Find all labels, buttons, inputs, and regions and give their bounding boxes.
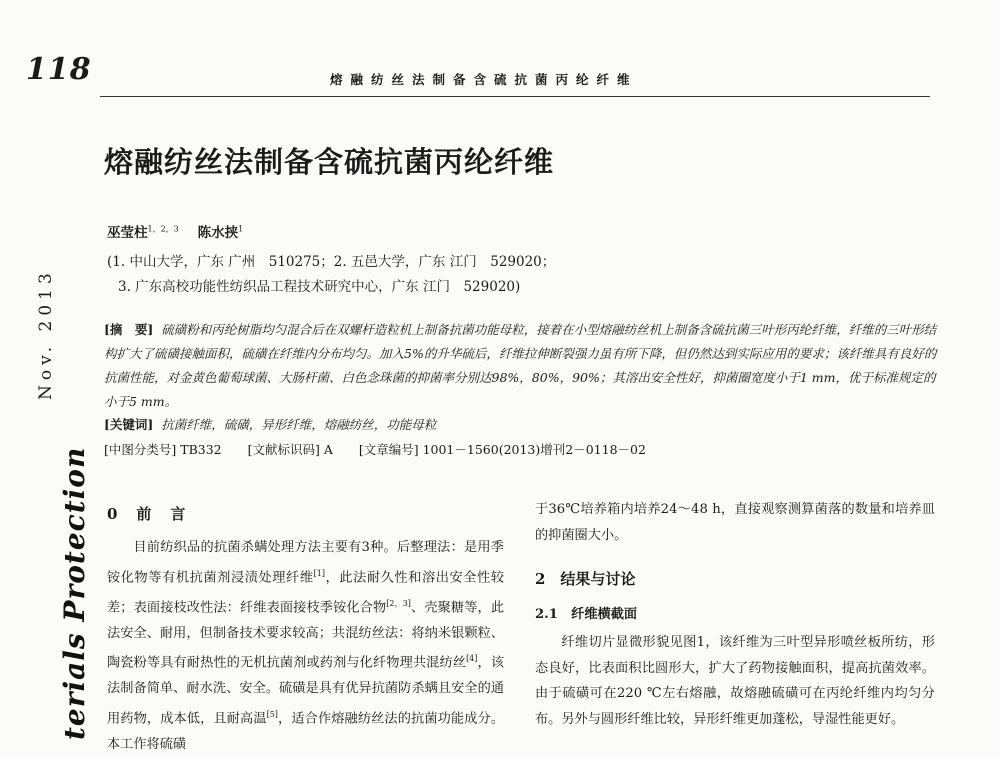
- clc-number: [中图分类号] TB332: [104, 442, 222, 457]
- affiliation-line: 3. 广东高校功能性纺织品工程技术研究中心，广东 江门 529020): [118, 279, 521, 295]
- affiliation-line: (1. 中山大学，广东 广州 510275；2. 五邑大学，广东 江门 529020；: [107, 254, 556, 270]
- header-rule: [100, 96, 930, 97]
- side-date: Nov. 2013: [36, 268, 56, 400]
- text-run: 目前纺织品的抗菌杀螨处理方法主要有3种。后整理法：是用季铵化物等有机抗菌剂浸渍处理纤维: [107, 540, 504, 585]
- text-run: ，此法耐久性和溶出安全性较差；表面接枝改性法：纤维表面接枝季铵化合物: [107, 569, 505, 615]
- citation: [1]: [313, 568, 325, 578]
- text-run: 、壳聚糖等，此法安全、耐用，但制备技术要求较高；共混纺丝法：将纳米银颗粒、陶瓷粉等具有耐热性的无机抗菌剂或药剂与化纤物理共混纺丝: [107, 599, 505, 671]
- abstract-label: [摘 要]: [104, 322, 154, 337]
- text-run: ，适合作熔融纺丝法的抗菌功能成分。本工作将硫磺: [107, 711, 505, 752]
- paragraph: 于36℃培养箱内培养24～48 h，直接观察测算菌落的数量和培养皿的抑菌圈大小。: [535, 502, 935, 543]
- citation: [4]: [466, 654, 478, 664]
- running-head: 熔融纺丝法制备含硫抗菌丙纶纤维: [330, 72, 638, 87]
- author-affiliation-mark: 1，2，3: [147, 224, 179, 234]
- paragraph: [107, 535, 504, 757]
- keywords-text: 抗菌纤维，硫磺，异形纤维，熔融纺丝，功能母粒: [161, 417, 437, 432]
- side-journal-name: terials Protection: [58, 446, 91, 740]
- author-name: 巫莹柱: [107, 225, 148, 241]
- right-column-body: [535, 630, 935, 732]
- paper-title: 熔融纺丝法制备含硫抗菌丙纶纤维: [104, 145, 555, 179]
- paragraph: 纤维切片显微形貌见图1，该纤维为三叶型异形喷丝板所纺，形态良好，比表面积比圆形大，扩大了药物接触面积，提高抗菌效率。由于硫磺可在220 ℃左右熔融，故熔融硫磺可在丙纶纤维内均匀分布。另外与圆形纤维比较，异形纤维更加蓬松，导湿性能更好。: [535, 635, 935, 727]
- page-number: 118: [26, 52, 92, 87]
- citation: [5]: [266, 709, 278, 719]
- keywords-label: [关键词]: [104, 417, 154, 432]
- author-name: 陈水挟: [197, 225, 239, 241]
- classification-line: [104, 440, 938, 458]
- right-column-top: [535, 497, 935, 548]
- author-line: [107, 221, 243, 241]
- keywords: [104, 415, 436, 433]
- section-heading: 0 前 言: [107, 505, 188, 523]
- citation: [2，3]: [386, 598, 411, 608]
- author-affiliation-mark: 1: [238, 224, 244, 234]
- text-run: ，该法制备简单、耐水洗、安全。硫磺是具有优异抗菌防杀螨且安全的通用药物，成本低，且耐高温: [107, 655, 505, 727]
- abstract-text: 硫磺粉和丙纶树脂均匀混合后在双螺杆造粒机上制备抗菌功能母粒，接着在小型熔融纺丝机上制备含硫抗菌三叶形丙纶纤维，纤维的三叶形结构扩大了硫磺接触面积，硫磺在纤维内分布均匀。加入5%的升华硫后，纤维拉伸断裂强力虽有所下降，但仍然达到实际应用的要求；该纤维具有良好的抗菌性能，对金黄色葡萄球菌、大肠杆菌、白色念珠菌的抑菌率分别达98%，80%，90%；其溶出安全性好，抑菌圈宽度小于1 mm，优于标准规定的小于5 mm。: [104, 322, 937, 409]
- abstract: [104, 318, 938, 414]
- left-column: [107, 535, 504, 757]
- subsection-heading: 2.1 纤维横截面: [535, 607, 638, 622]
- document-code: [文献标识码] A: [247, 442, 333, 457]
- section-heading: 2 结果与讨论: [535, 570, 636, 588]
- article-number: [文章编号] 1001－1560(2013)增刊2－0118－02: [358, 442, 646, 457]
